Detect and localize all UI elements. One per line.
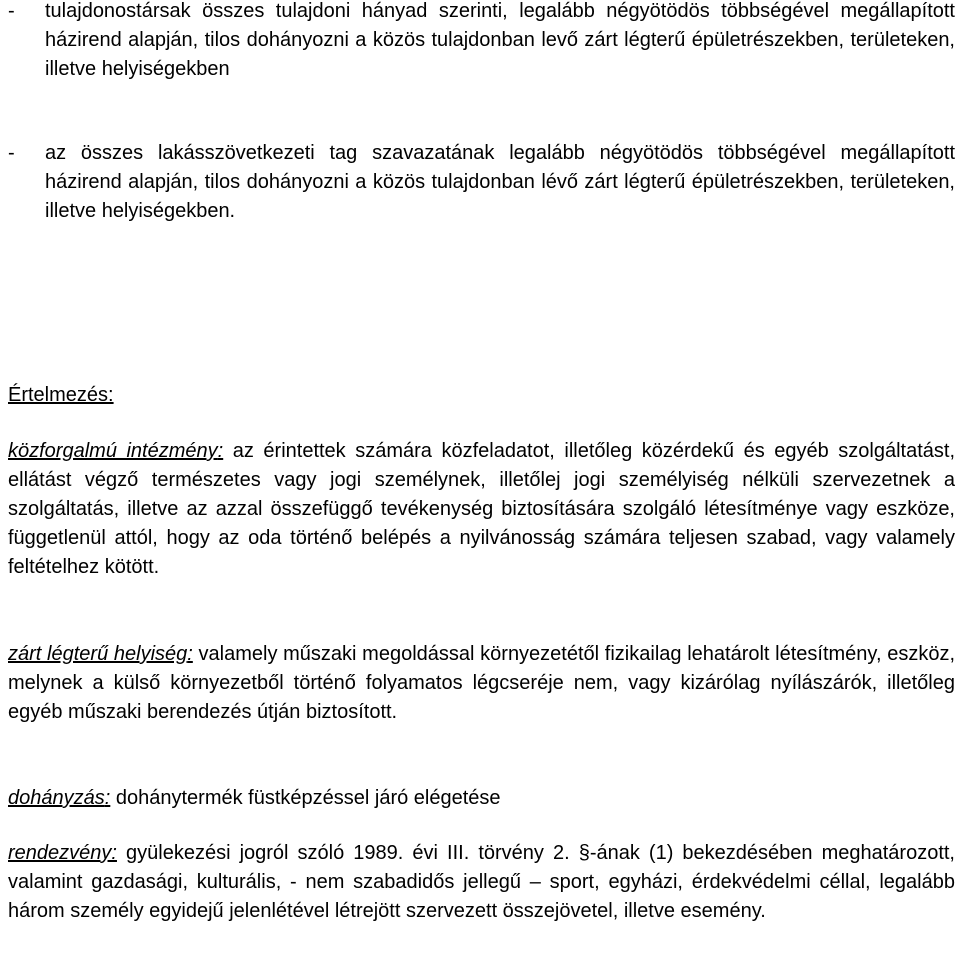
definition-enclosed-space bbox=[8, 640, 955, 727]
term-smoking: dohányzás bbox=[8, 787, 105, 809]
term-separator: : bbox=[217, 440, 224, 462]
definitions-heading: Értelmezés: bbox=[8, 384, 114, 406]
definition-body: gyülekezési jogról szóló 1989. évi III. törvény 2. §-ának (1) bekezdésében meghatározott, valamint gazdasági, kulturális, - nem szabadidős jellegű – sport, egyházi, érdekvédelmi céllal, legalább három személy egyidejű jelenlétével létrejött szervezett összejövetel, illetve esemény. bbox=[8, 842, 955, 922]
term-public-institution: közforgalmú intézmény bbox=[8, 440, 218, 462]
definition-public-institution bbox=[8, 437, 955, 582]
term-separator: : bbox=[104, 787, 111, 809]
bullet-dash-2: - bbox=[8, 142, 15, 164]
definition-smoking bbox=[8, 784, 955, 813]
bullet-text-1: tulajdonostársak összes tulajdoni hányad szerinti, legalább négyötödös többségével megállapított házirend alapján, tilos dohányozni a közös tulajdonban levő zárt légterű épületrészekben, területeken, illetve helyiségekben bbox=[45, 0, 955, 80]
term-separator: : bbox=[187, 643, 193, 665]
bullet-text-2: az összes lakásszövetkezeti tag szavazatának legalább négyötödös többségével megállapított házirend alapján, tilos dohányozni a közös tulajdonban lévő zárt légterű épületrészekben, területeken, illetve helyiségekben. bbox=[45, 142, 955, 222]
term-event: rendezvény: bbox=[8, 842, 117, 864]
definition-body: dohánytermék füstképzéssel járó elégetése bbox=[110, 787, 501, 809]
definition-body: az érintettek számára közfeladatot, illetőleg közérdekű és egyéb szolgáltatást, ellátást végző természetes vagy jogi személynek, illetőlej jogi személyiség nélküli szervezetnek a szolgáltatás, illetve az azzal összefüggő tevékenység biztosítására szolgáló létesítménye vagy eszköze, függetlenül attól, hogy az oda történő belépés a nyilvánosság számára teljesen szabad, vagy valamely feltételhez kötött. bbox=[8, 440, 955, 578]
definition-body: valamely műszaki megoldással környezetétől fizikailag lehatárolt létesítmény, eszköz, melynek a külső környezetből történő folyamatos légcseréje nem, vagy kizárólag nyílászárók, illetőleg egyéb műszaki berendezés útján biztosított. bbox=[8, 643, 956, 723]
bullet-dash-1: - bbox=[8, 0, 15, 22]
definition-event bbox=[8, 839, 955, 926]
term-enclosed-space: zárt légterű helyiség bbox=[8, 643, 188, 665]
